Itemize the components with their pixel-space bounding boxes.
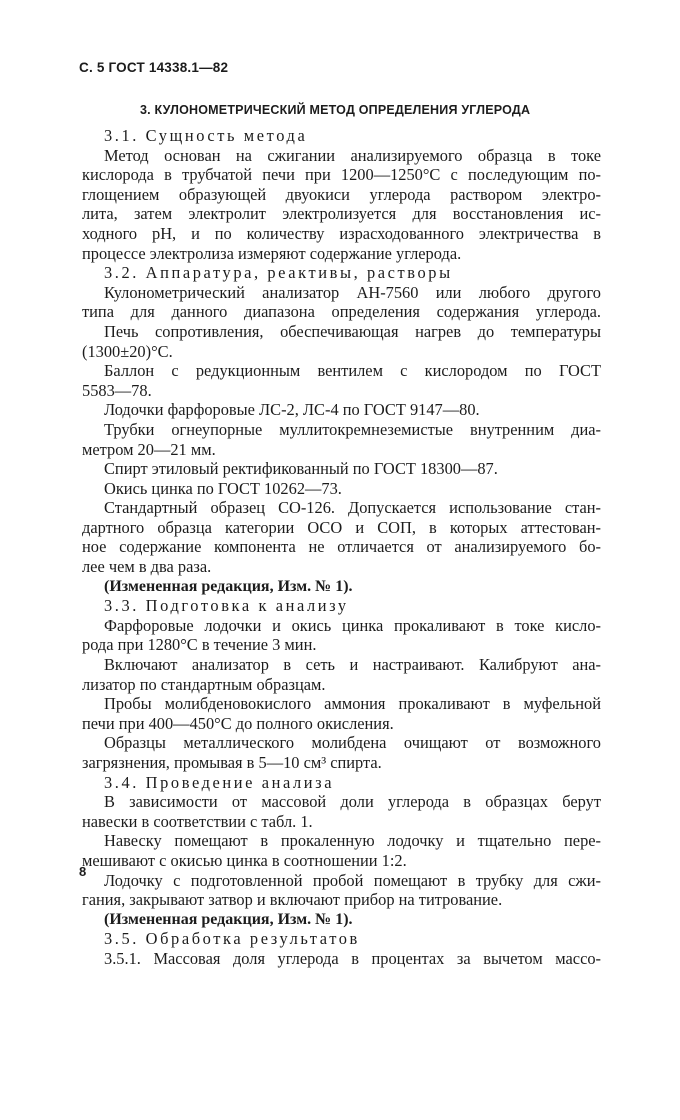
text-line: рода при 1280°С в течение 3 мин. bbox=[82, 635, 317, 655]
text-line: Лодочки фарфоровые ЛС-2, ЛС-4 по ГОСТ 9147—80. bbox=[104, 400, 480, 420]
text-line: метром 20—21 мм. bbox=[82, 439, 216, 459]
text-line: ное содержание компонента не отличается от анализируемого бо- bbox=[82, 537, 601, 557]
text-line: Навеску помещают в прокаленную лодочку и тщательно пере- bbox=[104, 831, 601, 851]
text-line: 3.5.1. Массовая доля углерода в процентах за вычетом массо- bbox=[104, 948, 601, 968]
text-line: гания, закрывают затвор и включают прибор на титрование. bbox=[82, 890, 503, 910]
subsection-heading: 3.3. Подготовка к анализу bbox=[104, 596, 349, 616]
page-number: 8 bbox=[79, 864, 87, 879]
text-line: печи при 400—450°С до полного окисления. bbox=[82, 713, 394, 733]
text-line: Пробы молибденовокислого аммония прокаливают в муфельной bbox=[104, 694, 601, 714]
text-line: Стандартный образец СО-126. Допускается использование стан- bbox=[104, 498, 601, 518]
text-line: В зависимости от массовой доли углерода в образцах берут bbox=[104, 792, 601, 812]
text-line: Печь сопротивления, обеспечивающая нагрев до температуры bbox=[104, 321, 601, 341]
text-line: 5583—78. bbox=[82, 380, 152, 400]
text-line: Спирт этиловый ректификованный по ГОСТ 18300—87. bbox=[104, 459, 498, 479]
amendment-note: (Измененная редакция, Изм. № 1). bbox=[104, 910, 353, 928]
text-line: загрязнения, промывая в 5—10 см³ спирта. bbox=[82, 753, 382, 772]
body-text bbox=[82, 126, 601, 969]
text-line: Кулонометрический анализатор АН-7560 или любого другого bbox=[104, 282, 601, 302]
text-line: дартного образца категории ОСО и СОП, в которых аттестован- bbox=[82, 517, 601, 537]
text-line: мешивают с окисью цинка в соотношении 1:2. bbox=[82, 850, 407, 870]
text-line: Метод основан на сжигании анализируемого образца в токе bbox=[104, 145, 601, 165]
subsection-heading: 3.2. Аппаратура, реактивы, растворы bbox=[104, 263, 453, 283]
text-line: лита, затем электролит электролизуется для восстановления ис- bbox=[82, 204, 601, 224]
text-line: Трубки огнеупорные муллитокремнеземистые внутренним диа- bbox=[104, 419, 601, 439]
subsection-heading: 3.1. Сущность метода bbox=[104, 126, 308, 145]
text-line: лизатор по стандартным образцам. bbox=[82, 674, 326, 694]
text-line: лее чем в два раза. bbox=[82, 557, 212, 577]
page-header: С. 5 ГОСТ 14338.1—82 bbox=[79, 60, 229, 75]
text-line: Фарфоровые лодочки и окись цинка прокаливают в токе кисло- bbox=[104, 615, 601, 635]
text-line: Баллон с редукционным вентилем с кислородом по ГОСТ bbox=[104, 361, 601, 381]
subsection-heading: 3.4. Проведение анализа bbox=[104, 772, 335, 792]
section-title: 3. КУЛОНОМЕТРИЧЕСКИЙ МЕТОД ОПРЕДЕЛЕНИЯ УГЛЕРОДА bbox=[140, 103, 531, 117]
text-line: ходного pH, и по количеству израсходованного электричества в bbox=[82, 223, 601, 243]
text-line: процессе электролиза измеряют содержание углерода. bbox=[82, 243, 462, 263]
subsection-heading: 3.5. Обработка результатов bbox=[104, 929, 360, 949]
text-line: (1300±20)°С. bbox=[82, 341, 173, 361]
amendment-note: (Измененная редакция, Изм. № 1). bbox=[104, 577, 353, 595]
text-line: типа для данного диапазона определения содержания углерода. bbox=[82, 302, 601, 322]
text-line: Включают анализатор в сеть и настраивают. Калибруют ана- bbox=[104, 655, 601, 675]
text-line: Лодочку с подготовленной пробой помещают в трубку для сжи- bbox=[104, 870, 601, 890]
text-line: кислорода в трубчатой печи при 1200—1250°С с последующим по- bbox=[82, 165, 601, 185]
text-line: глощением образующей двуокиси углерода раствором электро- bbox=[82, 184, 601, 204]
text-line: навески в соответствии с табл. 1. bbox=[82, 811, 313, 831]
text-line: Образцы металлического молибдена очищают от возможного bbox=[104, 733, 601, 753]
text-line: Окись цинка по ГОСТ 10262—73. bbox=[104, 478, 342, 498]
